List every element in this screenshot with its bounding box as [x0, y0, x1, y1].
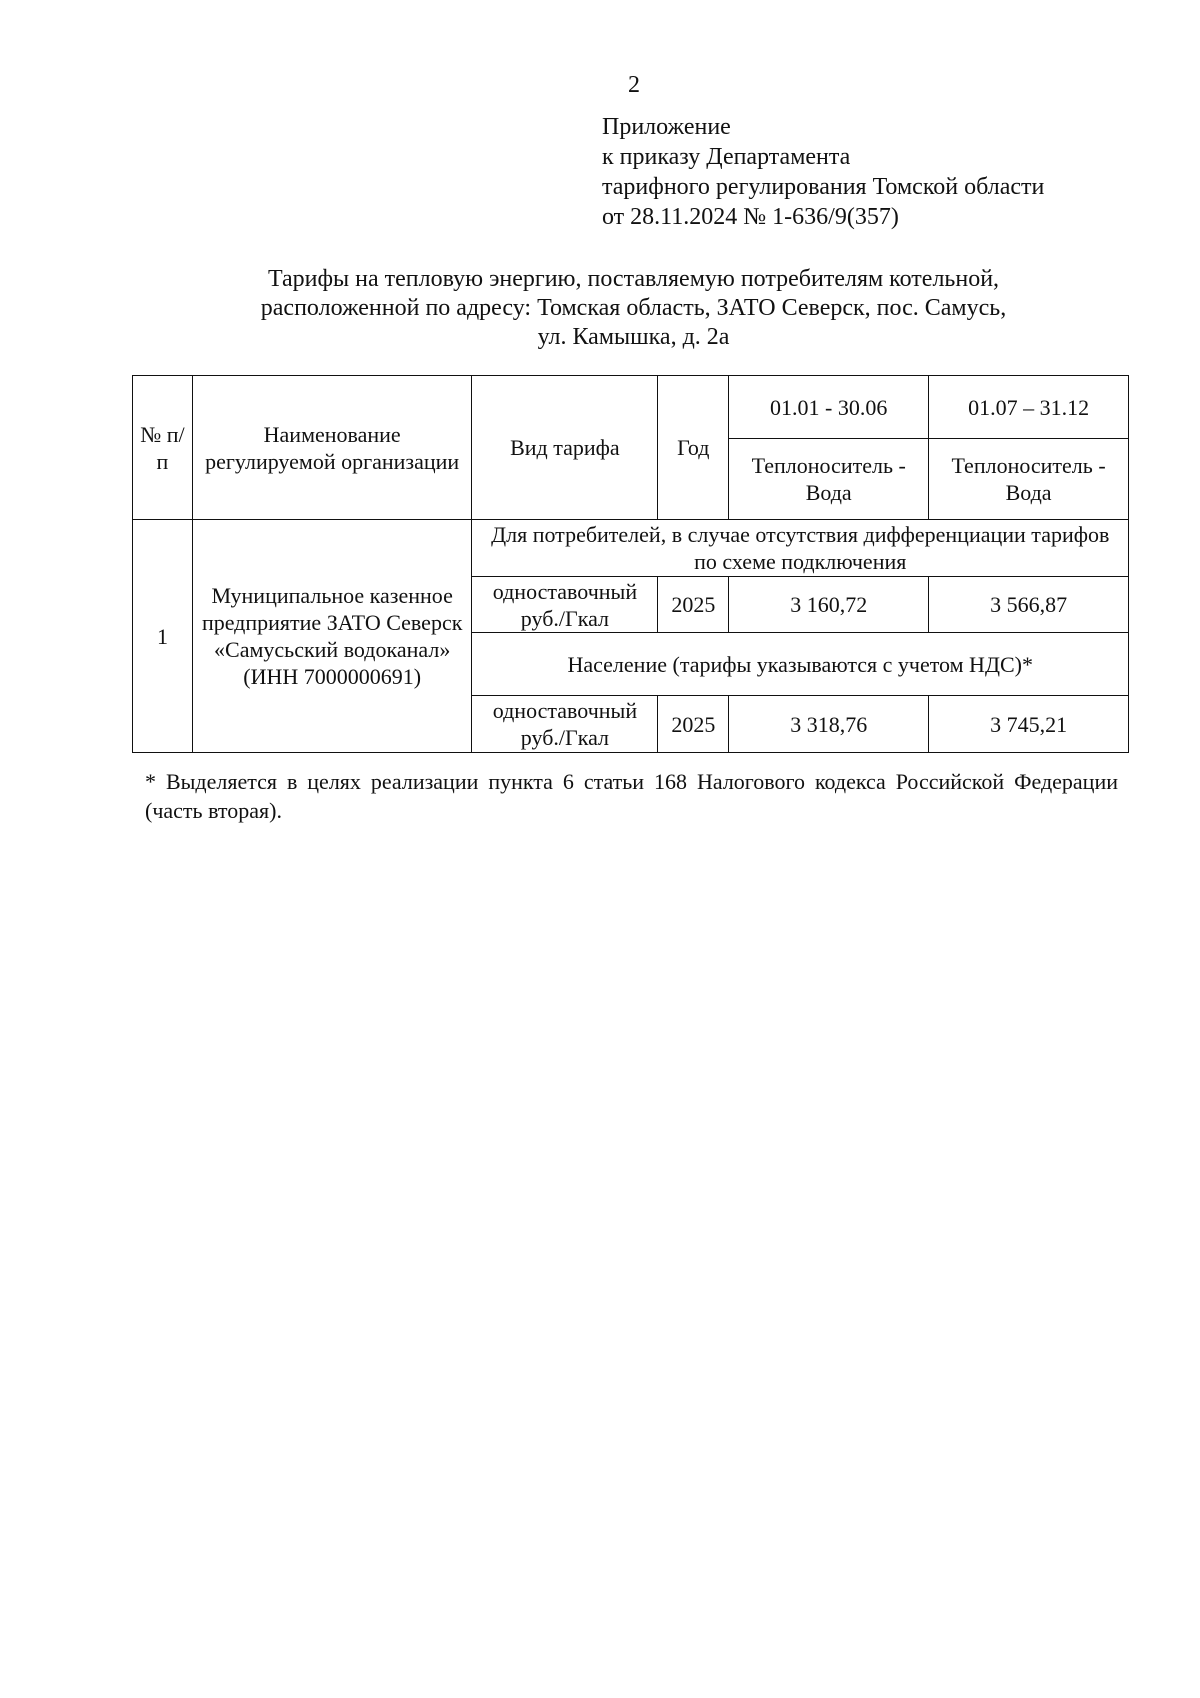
footnote: * Выделяется в целях реализации пункта 6 статьи 168 Налогового кодекса Российской Федерации (часть вторая). — [145, 769, 1118, 823]
value-cell: 3 566,87 — [929, 577, 1129, 633]
title-line-3: ул. Камышка, д. 2а — [537, 324, 730, 350]
year-cell: 2025 — [658, 577, 729, 633]
table-header-row-1 — [133, 376, 1129, 439]
header-year: Год — [658, 376, 729, 520]
title-line-2: расположенной по адресу: Томская область, ЗАТО Северск, пос. Самусь, — [260, 295, 1007, 321]
appendix-header — [602, 112, 1044, 232]
appendix-line-4: от 28.11.2024 № 1-636/9(357) — [602, 204, 899, 230]
appendix-line-3: тарифного регулирования Томской области — [602, 174, 1045, 200]
tariff-type-cell: одноставочный руб./Гкал — [472, 696, 658, 753]
header-carrier-2: Теплоноситель - Вода — [929, 439, 1129, 520]
year-cell: 2025 — [658, 696, 729, 753]
header-org: Наименование регулируемой организации — [192, 376, 472, 520]
section-population: Население (тарифы указываются с учетом НДС)* — [472, 633, 1129, 696]
row-num: 1 — [133, 520, 193, 753]
header-period-2: 01.07 – 31.12 — [929, 376, 1129, 439]
header-num: № п/п — [133, 376, 193, 520]
title-line-1: Тарифы на тепловую энергию, поставляемую потребителям котельной, — [267, 266, 1000, 292]
document-title — [132, 265, 1135, 352]
appendix-line-1: Приложение — [602, 114, 731, 140]
header-carrier-1: Теплоноситель - Вода — [729, 439, 929, 520]
row-org: Муниципальное казенное предприятие ЗАТО Северск «Самусьский водоканал» (ИНН 7000000691) — [192, 520, 472, 753]
section-consumers: Для потребителей, в случае отсутствия дифференциации тарифов по схеме подключения — [472, 520, 1129, 577]
header-tariff-type: Вид тарифа — [472, 376, 658, 520]
value-cell: 3 745,21 — [929, 696, 1129, 753]
header-period-1: 01.01 - 30.06 — [729, 376, 929, 439]
value-cell: 3 318,76 — [729, 696, 929, 753]
appendix-line-2: к приказу Департамента — [602, 144, 851, 170]
value-cell: 3 160,72 — [729, 577, 929, 633]
table-row — [133, 520, 1129, 577]
tariff-table — [132, 375, 1129, 753]
page-number: 2 — [628, 72, 640, 98]
tariff-type-cell: одноставочный руб./Гкал — [472, 577, 658, 633]
